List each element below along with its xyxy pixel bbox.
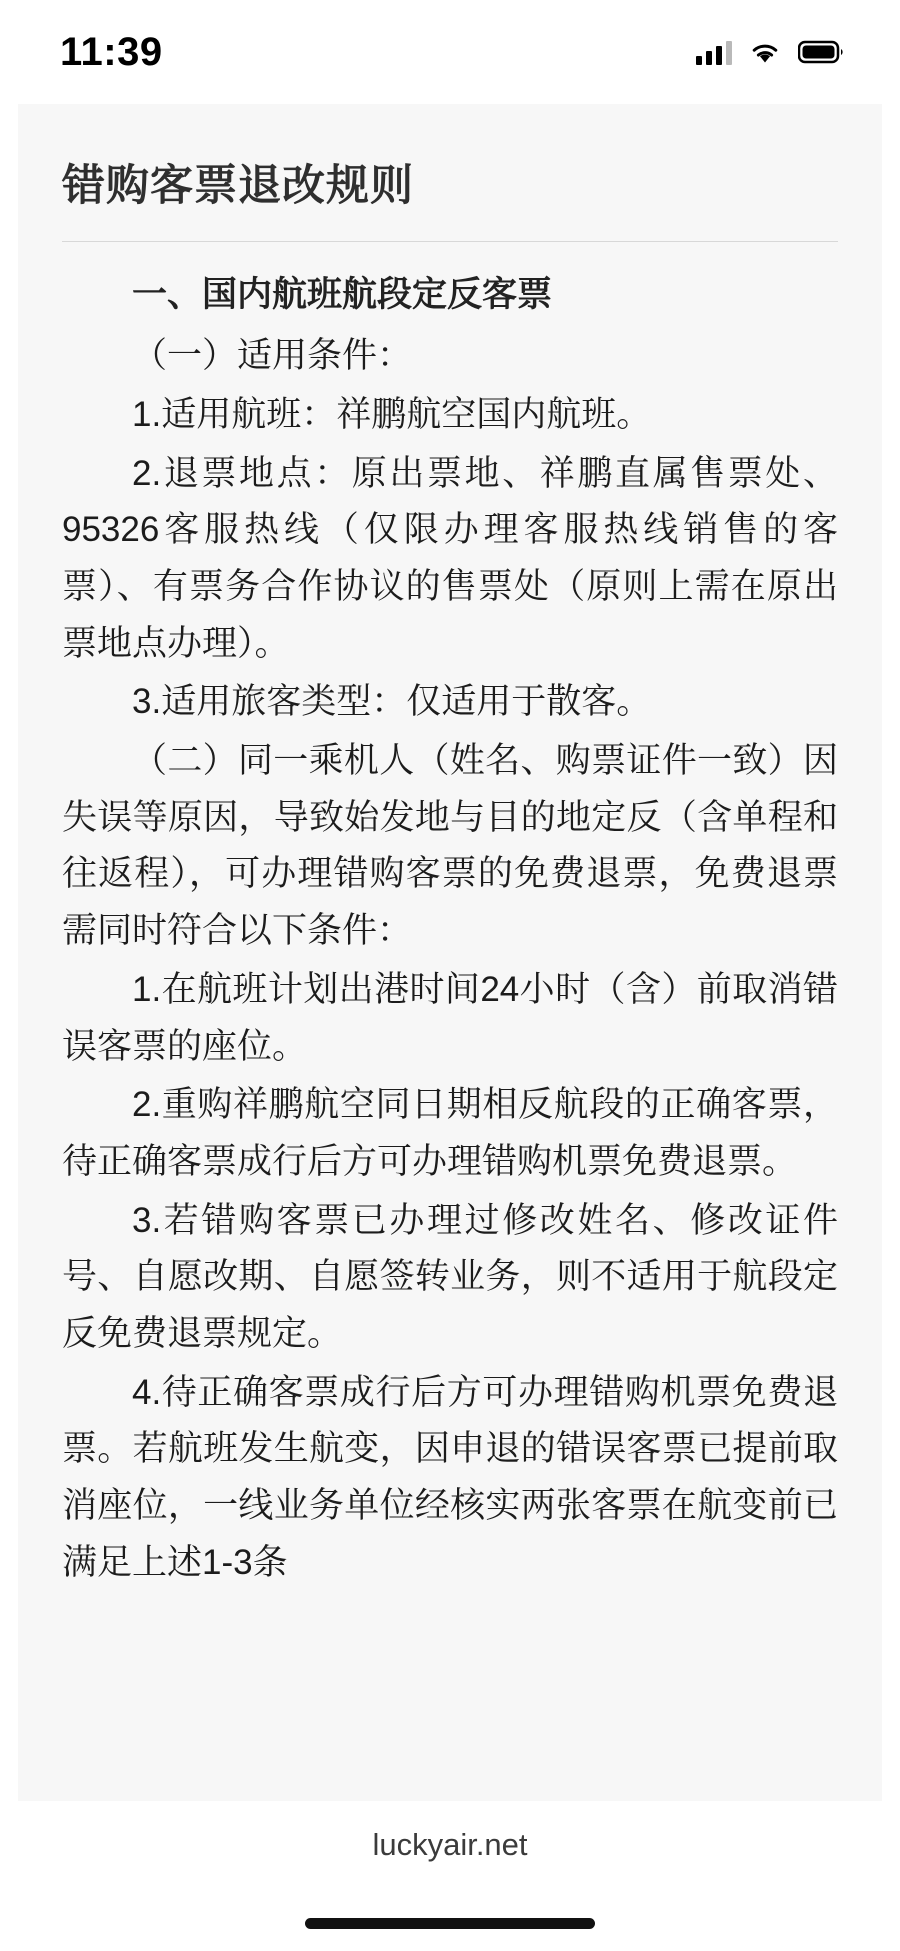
status-bar bbox=[0, 0, 900, 104]
site-label: luckyair.net bbox=[372, 1827, 528, 1862]
document-content bbox=[18, 104, 882, 1591]
wifi-icon bbox=[748, 39, 782, 65]
paragraph-refund-locations: 2.退票地点：原出票地、祥鹏直属售票处、95326客服热线（仅限办理客服热线销售的客票）、有票务合作协议的售票处（原则上需在原出票地点办理）。 bbox=[62, 453, 838, 663]
footer-bar bbox=[0, 1801, 900, 1951]
title-divider bbox=[62, 241, 838, 242]
section-heading: 一、国内航班航段定反客票 bbox=[132, 275, 553, 314]
status-bar-indicators bbox=[696, 39, 844, 65]
home-indicator[interactable] bbox=[305, 1918, 595, 1929]
paragraph-same-passenger-rule: （二）同一乘机人（姓名、购票证件一致）因失误等原因，导致始发地与目的地定反（含单程和往返程），可办理错购客票的免费退票，免费退票需同时符合以下条件： bbox=[62, 741, 838, 951]
content-fade-mask bbox=[18, 1767, 882, 1801]
paragraph-condition-3: 3.若错购客票已办理过修改姓名、修改证件号、自愿改期、自愿签转业务，则不适用于航段定反免费退票规定。 bbox=[62, 1200, 838, 1353]
cellular-signal-icon bbox=[696, 39, 732, 65]
page-title: 错购客票退改规则 bbox=[62, 162, 414, 210]
paragraph-applicable-conditions: （一）适用条件： bbox=[132, 336, 413, 376]
paragraph-condition-2: 2.重购祥鹏航空同日期相反航段的正确客票，待正确客票成行后方可办理错购机票免费退票。 bbox=[62, 1085, 838, 1181]
document-card[interactable] bbox=[18, 104, 882, 1951]
paragraph-condition-1: 1.在航班计划出港时间24小时（含）前取消错误客票的座位。 bbox=[62, 969, 838, 1066]
paragraph-applicable-flights: 1.适用航班：祥鹏航空国内航班。 bbox=[132, 394, 652, 434]
paragraph-passenger-type: 3.适用旅客类型：仅适用于散客。 bbox=[132, 682, 652, 722]
battery-full-icon bbox=[798, 40, 844, 64]
status-bar-time: 11:39 bbox=[60, 29, 163, 74]
paragraph-condition-4: 4.待正确客票成行后方可办理错购机票免费退票。若航班发生航变，因申退的错误客票已提前取消座位，一线业务单位经核实两张客票在航变前已满足上述1-3条 bbox=[62, 1372, 838, 1582]
